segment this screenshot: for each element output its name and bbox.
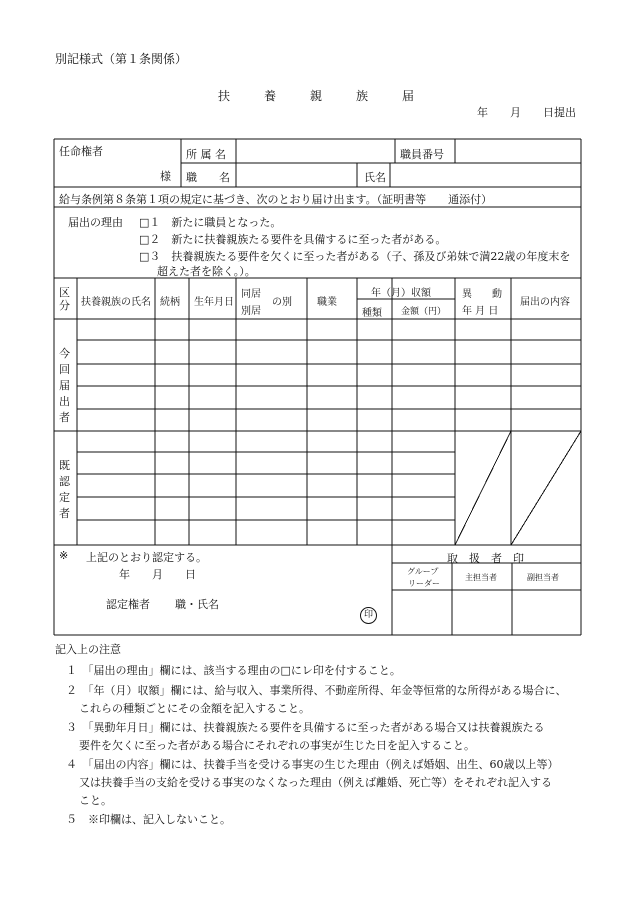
title-char: 扶 <box>218 89 231 103</box>
sama-label: 様 <box>160 170 171 183</box>
main-staff-label: 主担当者 <box>465 573 497 582</box>
note-4-cont: 又は扶養手当の支給を受ける事実のなくなった理由（例えば離婚、死亡等）をそれぞれ記入する <box>79 776 552 789</box>
reason-option-2[interactable]: □２ 新たに扶養親族たる要件を具備するに至った者がある。 <box>139 233 447 246</box>
submission-date: 年 月 日提出 <box>477 106 576 119</box>
approve-text: 上記のとおり認定する。 <box>86 551 207 564</box>
title-char: 親 <box>310 89 323 103</box>
section-approved-char: 既 <box>59 459 70 472</box>
section-new-char: 回 <box>59 363 70 376</box>
title-char: 届 <box>402 89 415 103</box>
grid-line <box>455 431 511 545</box>
handling-label: 取 扱 者 印 <box>447 552 524 565</box>
col-change-date: 年 月 日 <box>462 306 499 317</box>
approver-label: 認定権者 <box>106 598 150 611</box>
reason-option-1[interactable]: □１ 新たに職員となった。 <box>139 216 282 229</box>
note-mark: ※ <box>59 549 69 562</box>
group-leader-2: リーダー <box>408 579 440 588</box>
section-approved-char: 者 <box>59 507 70 520</box>
note-5: ５ ※印欄は、記入しないこと。 <box>66 813 231 826</box>
section-approved-char: 認 <box>59 475 70 488</box>
col-job: 職業 <box>317 297 337 308</box>
col-no-betsu: の別 <box>272 297 292 308</box>
note-2: ２ 「年（月）収額」欄には、給与収入、事業所得、不動産所得、年金等恒常的な所得がある場合に、 <box>66 684 567 697</box>
title-char: 養 <box>264 89 277 103</box>
post-label: 職 名 <box>186 171 230 184</box>
approver-post-name: 職・氏名 <box>175 598 219 611</box>
section-new-char: 者 <box>59 411 70 424</box>
col-birthdate: 生年月日 <box>194 297 234 308</box>
seal-mark: 印 <box>360 607 377 624</box>
note-3: ３ 「異動年月日」欄には、扶養親族たる要件を具備するに至った者がある場合又は扶養親族たる <box>66 721 545 734</box>
section-new <box>59 346 71 426</box>
reason-option-3[interactable]: □３ 扶養親族たる要件を欠くに至った者がある（子、孫及び弟妹で満22歳の年度末を <box>139 250 571 263</box>
reason-label: 届出の理由 <box>68 216 123 229</box>
reason-option-3-cont: 超えた者を除く。）。 <box>157 265 256 278</box>
col-income: 年（月）収額 <box>371 288 431 299</box>
note-4-cont2: こと。 <box>79 794 112 807</box>
group-leader-1: グループ <box>407 567 439 576</box>
notes-heading: 記入上の注意 <box>55 643 121 656</box>
name-label: 氏名 <box>364 171 386 184</box>
col-kubun: 区分 <box>59 286 70 312</box>
col-dependent-name: 扶養親族の氏名 <box>81 297 151 308</box>
section-approved-char: 定 <box>59 491 70 504</box>
title-char: 族 <box>356 89 369 103</box>
staff-number-label: 職員番号 <box>400 148 444 161</box>
statement-text: 給与条例第８条第１項の規定に基づき、次のとおり届け出ます。（証明書等 通添付） <box>59 193 493 206</box>
section-new-char: 出 <box>59 395 70 408</box>
note-3-cont: 要件を欠くに至った者がある場合にそれぞれの事実が生じた日を記入すること。 <box>79 739 475 752</box>
form-title <box>218 87 414 104</box>
sub-staff-label: 副担当者 <box>527 573 559 582</box>
col-relation: 続柄 <box>160 297 180 308</box>
section-new-char: 今 <box>59 347 70 360</box>
col-amount: 金額（円） <box>401 307 447 317</box>
col-same: 同居 <box>241 289 261 300</box>
note-1: １ 「届出の理由」欄には、該当する理由の□にレ印を付すること。 <box>66 664 401 677</box>
note-2-cont: これらの種類ごとにその金額を記入すること。 <box>79 702 310 715</box>
appointer-label: 任命権者 <box>59 145 103 158</box>
approve-date: 年 月 日 <box>119 568 196 581</box>
section-approved <box>59 458 71 522</box>
grid-line <box>511 431 581 545</box>
col-content: 届出の内容 <box>520 297 570 308</box>
col-separate: 別居 <box>241 306 261 317</box>
department-label: 所 属 名 <box>186 148 226 161</box>
col-change: 異 動 <box>462 289 502 300</box>
note-4: ４ 「届出の内容」欄には、扶養手当を受ける事実の生じた理由（例えば婚姻、出生、60歳以上等） <box>66 758 559 771</box>
col-kind: 種類 <box>362 308 382 319</box>
form-label: 別記様式（第１条関係） <box>55 52 188 66</box>
section-new-char: 届 <box>59 379 70 392</box>
